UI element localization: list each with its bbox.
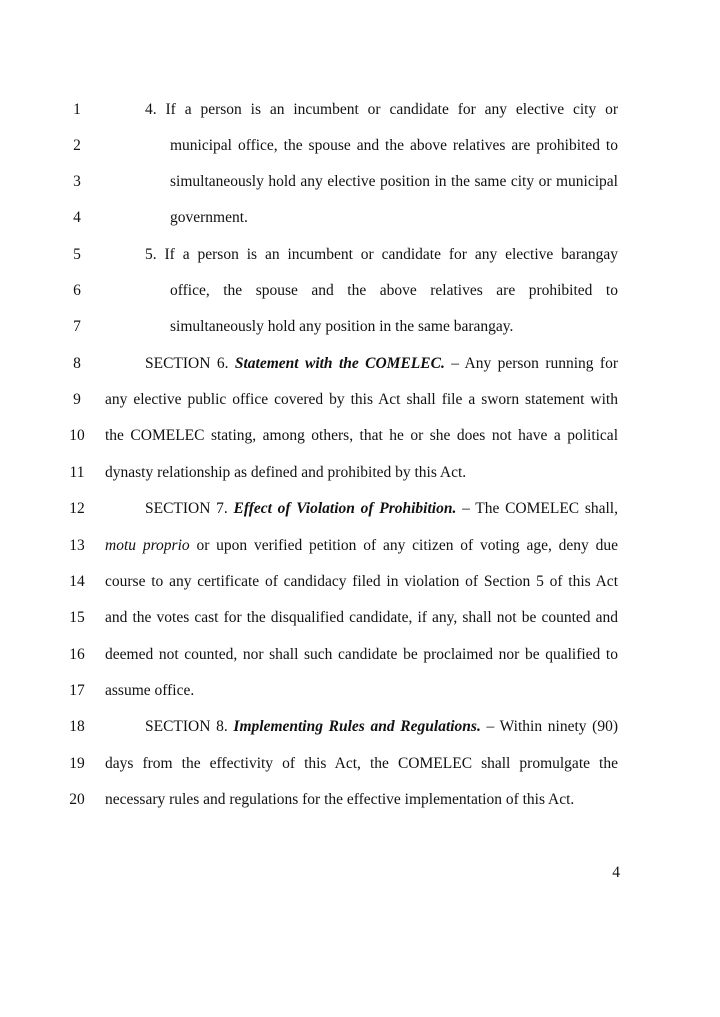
line-text: necessary rules and regulations for the effective implementation of this Act. xyxy=(105,791,575,808)
document-line xyxy=(0,207,720,229)
section-label: SECTION 8. xyxy=(145,718,234,735)
latin-phrase: motu proprio xyxy=(105,537,190,554)
line-number: 1 xyxy=(73,101,81,118)
line-text: deemed not counted, nor shall such candidate be proclaimed nor be qualified to xyxy=(105,646,618,663)
document-line xyxy=(0,644,720,666)
line-text: and the votes cast for the disqualified candidate, if any, shall not be counted and xyxy=(105,609,618,626)
document-line xyxy=(0,353,720,375)
line-text: office, the spouse and the above relatives are prohibited to xyxy=(170,282,618,299)
section-label: SECTION 6. xyxy=(145,355,235,372)
line-text: the COMELEC stating, among others, that he or she does not have a political xyxy=(105,427,618,444)
line-number: 9 xyxy=(73,391,81,408)
document-line xyxy=(0,316,720,338)
section-text: – Within ninety (90) xyxy=(480,718,618,735)
line-number: 18 xyxy=(69,718,85,735)
line-number: 20 xyxy=(69,791,85,808)
document-line xyxy=(0,571,720,593)
line-text xyxy=(145,353,618,375)
document-line xyxy=(0,498,720,520)
document-line xyxy=(0,607,720,629)
document-line xyxy=(0,135,720,157)
line-number: 7 xyxy=(73,318,81,335)
page-number: 4 xyxy=(612,864,620,881)
line-text: simultaneously hold any elective position in the same city or municipal xyxy=(170,173,618,190)
section-label: SECTION 7. xyxy=(145,500,234,517)
line-text: days from the effectivity of this Act, the COMELEC shall promulgate the xyxy=(105,755,618,772)
document-line xyxy=(0,99,720,121)
document-line xyxy=(0,680,720,702)
document-line xyxy=(0,280,720,302)
line-text: any elective public office covered by this Act shall file a sworn statement with xyxy=(105,391,618,408)
document-line xyxy=(0,389,720,411)
line-number: 13 xyxy=(69,537,85,554)
line-text: assume office. xyxy=(105,682,195,699)
line-text xyxy=(145,498,618,520)
line-text: dynasty relationship as defined and prohibited by this Act. xyxy=(105,464,467,481)
section-text: – The COMELEC shall, xyxy=(456,500,618,517)
line-number: 14 xyxy=(69,573,85,590)
line-number: 19 xyxy=(69,755,85,772)
line-text xyxy=(105,535,618,557)
document-line xyxy=(0,244,720,266)
section-heading: Implementing Rules and Regulations. xyxy=(233,718,481,735)
line-number: 12 xyxy=(69,500,85,517)
line-number: 5 xyxy=(73,246,81,263)
line-text: 5. If a person is an incumbent or candidate for any elective barangay xyxy=(145,246,618,263)
line-number: 8 xyxy=(73,355,81,372)
line-number: 6 xyxy=(73,282,81,299)
line-text xyxy=(145,716,618,738)
document-line xyxy=(0,535,720,557)
line-number: 2 xyxy=(73,137,81,154)
line-number: 10 xyxy=(69,427,85,444)
section-text: – Any person running for xyxy=(444,355,618,372)
line-text: course to any certificate of candidacy filed in violation of Section 5 of this Act xyxy=(105,573,618,590)
line-text: simultaneously hold any position in the same barangay. xyxy=(170,318,514,335)
line-number: 11 xyxy=(69,464,85,481)
document-line xyxy=(0,462,720,484)
line-number: 15 xyxy=(69,609,85,626)
document-line xyxy=(0,171,720,193)
line-number: 16 xyxy=(69,646,85,663)
document-line xyxy=(0,425,720,447)
section-heading: Statement with the COMELEC. xyxy=(234,355,445,372)
line-text: 4. If a person is an incumbent or candidate for any elective city or xyxy=(145,101,618,118)
line-number: 17 xyxy=(69,682,85,699)
document-line xyxy=(0,789,720,811)
section-heading: Effect of Violation of Prohibition. xyxy=(233,500,457,517)
document-line xyxy=(0,753,720,775)
line-number: 4 xyxy=(73,209,81,226)
line-text: government. xyxy=(170,209,248,226)
line-number: 3 xyxy=(73,173,81,190)
line-text-rest: or upon verified petition of any citizen of voting age, deny due xyxy=(189,537,618,554)
document-line xyxy=(0,716,720,738)
line-text: municipal office, the spouse and the above relatives are prohibited to xyxy=(170,137,618,154)
